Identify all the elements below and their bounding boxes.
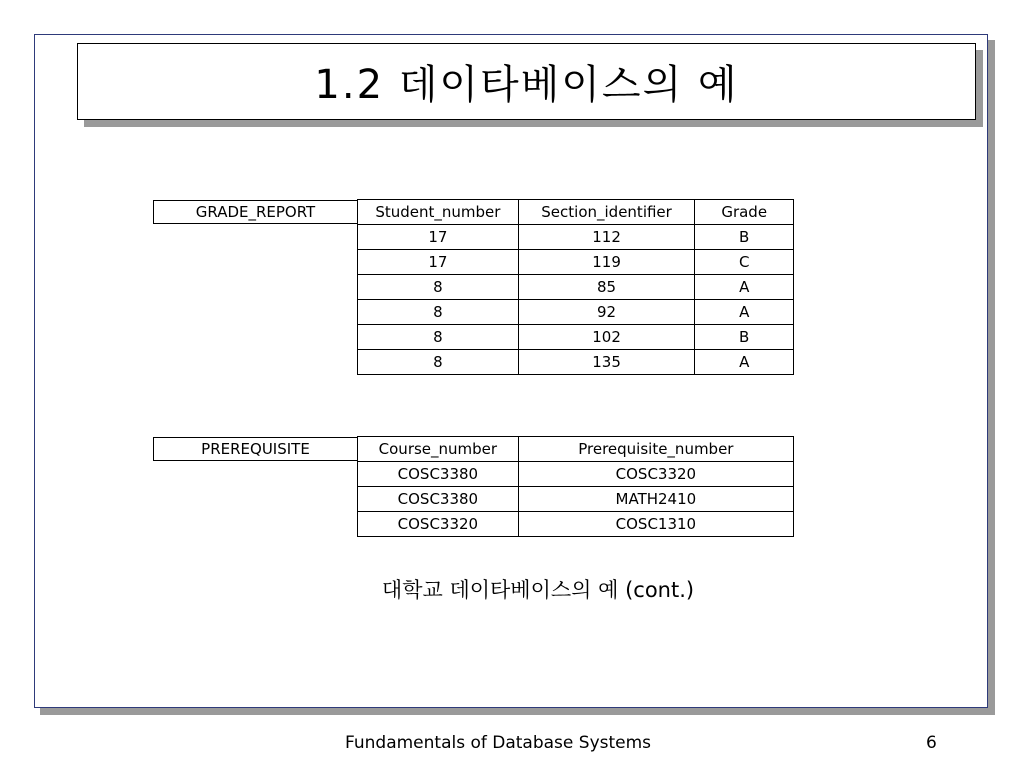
table-row xyxy=(358,300,794,325)
table-cell: A xyxy=(695,350,794,375)
table-cell: COSC3320 xyxy=(518,462,793,487)
table-cell: 8 xyxy=(358,350,519,375)
table-cell: 8 xyxy=(358,275,519,300)
table-cell: 17 xyxy=(358,225,519,250)
title-box xyxy=(77,43,976,120)
table-cell: MATH2410 xyxy=(518,487,793,512)
table-cell: COSC3380 xyxy=(358,487,519,512)
column-header: Student_number xyxy=(358,200,519,225)
footer-title: Fundamentals of Database Systems xyxy=(345,733,652,753)
grade-report-label: GRADE_REPORT xyxy=(153,200,358,224)
table-cell: COSC3320 xyxy=(358,512,519,537)
column-header: Grade xyxy=(695,200,794,225)
table-row xyxy=(358,487,794,512)
column-header: Course_number xyxy=(358,437,519,462)
table-cell: A xyxy=(695,275,794,300)
table-cell: 119 xyxy=(518,250,695,275)
table-row xyxy=(358,462,794,487)
table-row xyxy=(358,225,794,250)
table-cell: 17 xyxy=(358,250,519,275)
page-number: 6 xyxy=(926,733,937,753)
slide-caption: 대학교 데이타베이스의 예 (cont.) xyxy=(381,578,695,602)
table-cell: B xyxy=(695,325,794,350)
table-cell: 112 xyxy=(518,225,695,250)
table-cell: B xyxy=(695,225,794,250)
slide-title: 1.2 데이타베이스의 예 xyxy=(314,62,739,108)
table-cell: 8 xyxy=(358,325,519,350)
prerequisite-table xyxy=(357,436,794,537)
prerequisite-label: PREREQUISITE xyxy=(153,437,358,461)
table-row xyxy=(358,250,794,275)
table-cell: COSC3380 xyxy=(358,462,519,487)
grade-report-table xyxy=(357,199,794,375)
table-cell: 8 xyxy=(358,300,519,325)
table-row xyxy=(358,275,794,300)
table-cell: 102 xyxy=(518,325,695,350)
table-cell: A xyxy=(695,300,794,325)
table-row xyxy=(358,512,794,537)
table-cell: C xyxy=(695,250,794,275)
table-cell: 85 xyxy=(518,275,695,300)
column-header: Prerequisite_number xyxy=(518,437,793,462)
table-row xyxy=(358,350,794,375)
table-cell: 135 xyxy=(518,350,695,375)
table-cell: COSC1310 xyxy=(518,512,793,537)
table-row xyxy=(358,325,794,350)
table-cell: 92 xyxy=(518,300,695,325)
column-header: Section_identifier xyxy=(518,200,695,225)
grade-report-header-row xyxy=(358,200,794,225)
prerequisite-header-row xyxy=(358,437,794,462)
